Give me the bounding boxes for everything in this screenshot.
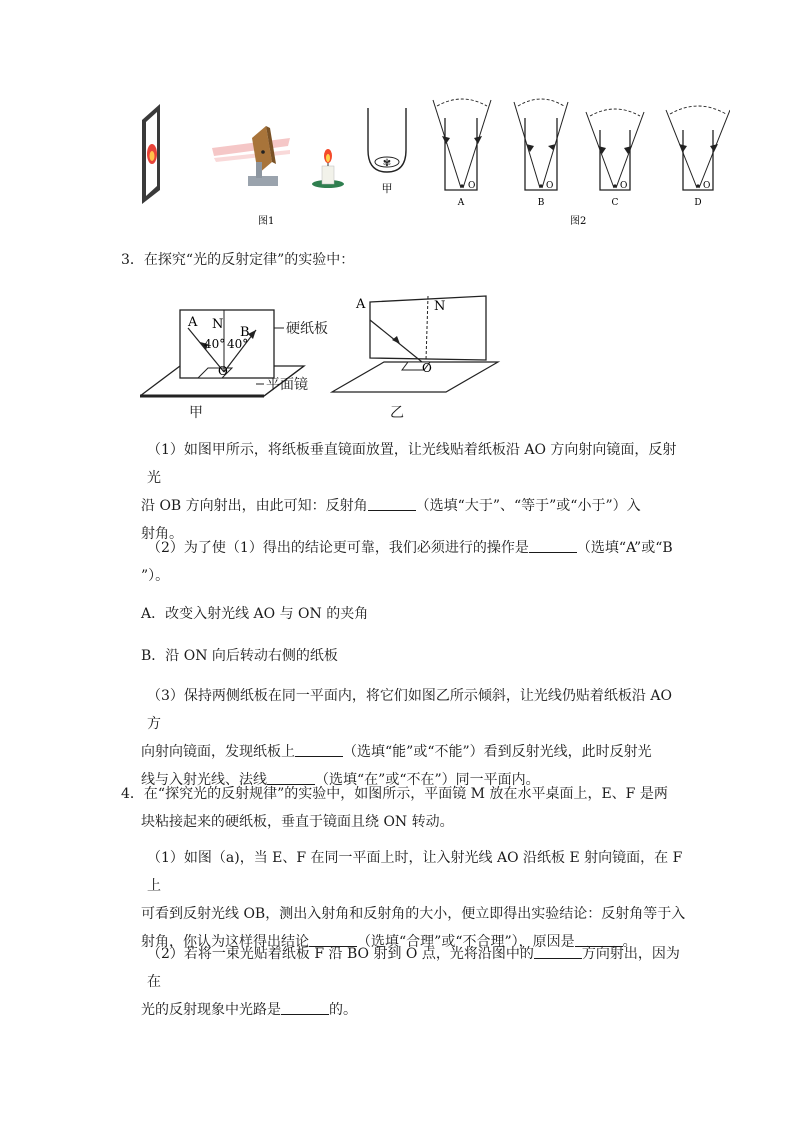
fig1-caption: 图1 — [258, 216, 275, 227]
jia-label-n: N — [212, 317, 224, 332]
top-figures — [130, 90, 730, 240]
fig2-panel-a — [433, 99, 491, 190]
panel-label-a: A — [457, 198, 465, 208]
panel-d-point-label: O — [703, 181, 711, 191]
callout-hard-paper-board: 硬纸板 — [286, 321, 328, 337]
q3-p1-line2 — [141, 492, 687, 520]
q3-p3-line1: （3）保持两侧纸板在同一平面内，将它们如图乙所示倾斜，让光线仍贴着纸板沿 AO 方 — [147, 688, 672, 732]
answer-blank[interactable] — [368, 496, 416, 511]
q3-part3 — [141, 682, 687, 794]
q3-p2-line1a: （2）为了使（1）得出的结论更可靠，我们必须进行的操作是 — [147, 540, 529, 556]
jia-angle-left: 40° — [204, 337, 226, 351]
q4-p1-line1: （1）如图（a)，当 E、F 在同一平面上时，让入射光线 AO 沿纸板 E 射向镜面，在 F 上 — [147, 850, 683, 894]
answer-blank[interactable] — [529, 538, 577, 553]
q4-p1-line3b: （选填“合理”或“不合理”），原因是 — [357, 934, 575, 950]
screen-illustration — [142, 104, 160, 204]
svg-text:✾: ✾ — [382, 158, 392, 169]
q4-p2-line2 — [141, 996, 687, 1024]
q3-part1 — [141, 436, 687, 548]
pinhole-board-illustration — [212, 126, 290, 186]
jia-label-o: O — [218, 364, 228, 378]
tube-illustration — [368, 108, 406, 172]
answer-blank[interactable] — [534, 944, 582, 959]
q4-p2-line1b: 方向射出，因为在 — [147, 946, 680, 990]
q4-p1-line2: 可看到反射光线 OB，测出入射角和反射角的大小，便立即得出实验结论：反射角等于入 — [141, 906, 686, 922]
jia-label-a: A — [188, 315, 198, 330]
q4-p2-line1 — [147, 940, 687, 996]
q3-heading: 3．在探究“光的反射定律”的实验中： — [121, 252, 355, 268]
jia-label: 甲 — [381, 182, 393, 195]
q4-p1-line3c: 。 — [622, 934, 637, 950]
q3-diagram-jia — [140, 292, 340, 422]
panel-a-point-label: O — [468, 181, 476, 191]
panel-label-b: B — [537, 198, 545, 208]
panel-label-c: C — [611, 198, 619, 208]
q3-p2-line1 — [147, 534, 687, 562]
q4-p2-line2a: 光的反射现象中光路是 — [141, 1002, 281, 1018]
q3-option-b: B．沿 ON 向后转动右侧的纸板 — [141, 648, 338, 664]
q4-heading — [121, 780, 681, 836]
q3-p2-line2: ”）。 — [141, 568, 170, 584]
q3-p3-line2a: 向射向镜面，发现纸板上 — [141, 744, 295, 760]
q4-p2-line2b: 的。 — [329, 1002, 357, 1018]
fig2-panel-d — [666, 106, 730, 190]
q3-p1-line3: 射角。 — [141, 526, 183, 542]
q3-p2-line1b: （选填“A”或“B — [576, 540, 673, 556]
q3-p3-line3a: 线与入射光线、法线 — [141, 772, 267, 788]
q4-heading-line1: 4．在“探究光的反射规律”的实验中，如图所示，平面镜 M 放在水平桌面上，E、F 是两 — [121, 786, 668, 802]
yi-label-o: O — [422, 361, 432, 375]
yi-label-a: A — [356, 297, 366, 312]
panel-c-point-label: O — [620, 181, 628, 191]
q3-p1-line2b: （选填“大于”、“等于”或“小于”）入 — [415, 498, 641, 514]
fig2-caption: 图2 — [570, 216, 587, 227]
candle-illustration — [312, 149, 344, 188]
panel-b-point-label: O — [546, 181, 554, 191]
answer-blank[interactable] — [295, 742, 343, 757]
diagram-jia-caption: 甲 — [189, 405, 203, 421]
yi-label-n: N — [434, 299, 446, 314]
callout-plane-mirror: 平面镜 — [266, 377, 308, 393]
q3-p1-line1: （1）如图甲所示，将纸板垂直镜面放置，让光线贴着纸板沿 AO 方向射向镜面，反射光 — [147, 442, 677, 486]
q3-p3-line2b: （选填“能”或“不能”）看到反射光线，此时反射光 — [343, 744, 652, 760]
q4-heading-line2: 块粘接起来的硬纸板，垂直于镜面且绕 ON 转动。 — [141, 814, 454, 830]
q4-p1-line3a: 射角，你认为这样得出结论 — [141, 934, 309, 950]
q3-option-a: A．改变入射光线 AO 与 ON 的夹角 — [141, 606, 369, 622]
q4-p2-line1a: （2）若将一束光贴着纸板 F 沿 BO 射到 O 点，光将沿图中的 — [147, 946, 534, 962]
fig2-panel-b — [514, 99, 568, 190]
q3-p3-line3b: （选填“在”或“不在”）同一平面内。 — [315, 772, 540, 788]
q4-part2 — [141, 940, 687, 1024]
answer-blank[interactable] — [281, 1000, 329, 1015]
q3-diagram-yi — [330, 290, 510, 400]
panel-label-d: D — [694, 198, 702, 208]
q3-p3-line2 — [141, 738, 687, 766]
fig2-panel-c — [586, 109, 644, 190]
diagram-yi-caption: 乙 — [390, 405, 404, 421]
jia-label-b: B — [240, 325, 250, 340]
q3-p1-line2a: 沿 OB 方向射出，由此可知：反射角 — [141, 498, 368, 514]
jia-angle-right: 40° — [227, 337, 249, 351]
